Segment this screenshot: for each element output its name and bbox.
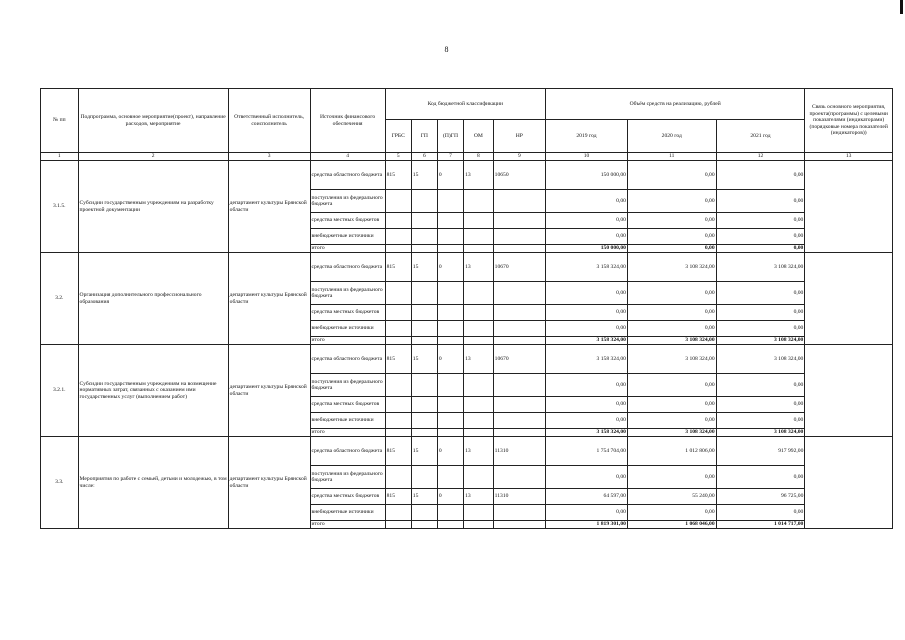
col-num: 10 bbox=[546, 153, 628, 161]
amount-2020: 0,00 bbox=[627, 305, 716, 321]
source-label: поступления из федерального бюджета bbox=[310, 466, 385, 489]
source-label: средства местных бюджетов bbox=[310, 397, 385, 413]
col-num: 1 bbox=[41, 153, 79, 161]
amount-2020: 0,00 bbox=[627, 282, 716, 305]
source-label: поступления из федерального бюджета bbox=[310, 282, 385, 305]
code-om: 13 bbox=[464, 253, 494, 282]
col-num: 13 bbox=[805, 153, 893, 161]
budget-table bbox=[40, 88, 893, 529]
total-2021: 1 014 717,00 bbox=[716, 521, 805, 529]
amount-2019: 0,00 bbox=[546, 397, 628, 413]
source-label: внебюджетные источники bbox=[310, 321, 385, 337]
code-gp: 15 bbox=[411, 161, 437, 190]
table-row bbox=[41, 161, 893, 190]
amount-2020: 0,00 bbox=[627, 213, 716, 229]
source-label: внебюджетные источники bbox=[310, 229, 385, 245]
code-np: 11310 bbox=[493, 437, 545, 466]
source-label: внебюджетные источники bbox=[310, 413, 385, 429]
source-label: итого bbox=[310, 429, 385, 437]
total-2021: 0,00 bbox=[716, 245, 805, 253]
amount-2019: 0,00 bbox=[546, 282, 628, 305]
col-num: 5 bbox=[385, 153, 411, 161]
amount-2021: 3 108 324,00 bbox=[716, 253, 805, 282]
item-link bbox=[805, 437, 893, 529]
source-label: итого bbox=[310, 521, 385, 529]
item-name: Организация дополнительного профессионального образования bbox=[78, 253, 228, 345]
amount-2019: 1 754 704,00 bbox=[546, 437, 628, 466]
amount-2020: 0,00 bbox=[627, 229, 716, 245]
amount-2021: 0,00 bbox=[716, 505, 805, 521]
table-row bbox=[41, 253, 893, 282]
code-pgp: 0 bbox=[437, 437, 463, 466]
code-pgp: 0 bbox=[437, 489, 463, 505]
col-num: 6 bbox=[411, 153, 437, 161]
item-executor: департамент культуры Брянской области bbox=[228, 253, 310, 345]
header-gp: ГП bbox=[411, 120, 437, 153]
amount-2019: 0,00 bbox=[546, 321, 628, 337]
amount-2020: 0,00 bbox=[627, 505, 716, 521]
code-om: 13 bbox=[464, 489, 494, 505]
amount-2021: 96 725,00 bbox=[716, 489, 805, 505]
item-number: 3.2. bbox=[41, 253, 79, 345]
item-number: 3.1.5. bbox=[41, 161, 79, 253]
header-grbs: ГРБС bbox=[385, 120, 411, 153]
header-volume-group: Объём средств на реализацию, рублей bbox=[546, 89, 805, 120]
amount-2019: 0,00 bbox=[546, 213, 628, 229]
total-2020: 3 108 324,00 bbox=[627, 337, 716, 345]
item-name: Мероприятия по работе с семьей, детьми и молодежью, в том числе: bbox=[78, 437, 228, 529]
amount-2021: 0,00 bbox=[716, 282, 805, 305]
total-2020: 1 068 046,00 bbox=[627, 521, 716, 529]
total-2020: 0,00 bbox=[627, 245, 716, 253]
amount-2019: 150 000,00 bbox=[546, 161, 628, 190]
amount-2021: 0,00 bbox=[716, 413, 805, 429]
column-number-row bbox=[41, 153, 893, 161]
source-label: средства местных бюджетов bbox=[310, 489, 385, 505]
code-grbs: 815 bbox=[385, 437, 411, 466]
amount-2019: 0,00 bbox=[546, 374, 628, 397]
page-number: 8 bbox=[444, 45, 449, 54]
amount-2021: 0,00 bbox=[716, 466, 805, 489]
code-gp: 15 bbox=[411, 253, 437, 282]
amount-2019: 0,00 bbox=[546, 413, 628, 429]
header-np: НР bbox=[493, 120, 545, 153]
code-pgp: 0 bbox=[437, 345, 463, 374]
header-pgp: (П)ГП bbox=[437, 120, 463, 153]
item-executor: департамент культуры Брянской области bbox=[228, 437, 310, 529]
header-om: ОМ bbox=[464, 120, 494, 153]
col-num: 12 bbox=[716, 153, 805, 161]
col-num: 9 bbox=[493, 153, 545, 161]
amount-2021: 3 108 324,00 bbox=[716, 345, 805, 374]
col-num: 3 bbox=[228, 153, 310, 161]
item-name: Субсидии государственным учреждениям на возмещение нормативных затрат, связанных с оказанием ими государственных услуг (выполнением работ) bbox=[78, 345, 228, 437]
amount-2021: 0,00 bbox=[716, 190, 805, 213]
header-no: № пп bbox=[41, 89, 79, 153]
code-gp: 15 bbox=[411, 345, 437, 374]
item-link bbox=[805, 345, 893, 437]
table-row bbox=[41, 437, 893, 466]
amount-2019: 3 158 324,00 bbox=[546, 253, 628, 282]
source-label: итого bbox=[310, 337, 385, 345]
header-2019: 2019 год bbox=[546, 120, 628, 153]
col-num: 4 bbox=[310, 153, 385, 161]
code-om: 13 bbox=[464, 161, 494, 190]
amount-2021: 0,00 bbox=[716, 321, 805, 337]
amount-2021: 0,00 bbox=[716, 213, 805, 229]
item-number: 3.3. bbox=[41, 437, 79, 529]
amount-2019: 0,00 bbox=[546, 305, 628, 321]
amount-2020: 0,00 bbox=[627, 374, 716, 397]
source-label: средства областного бюджета bbox=[310, 345, 385, 374]
header-code-group: Код бюджетной классификации bbox=[385, 89, 545, 120]
amount-2021: 0,00 bbox=[716, 305, 805, 321]
amount-2021: 0,00 bbox=[716, 161, 805, 190]
total-2021: 3 108 324,00 bbox=[716, 429, 805, 437]
header-row bbox=[41, 89, 893, 120]
total-2020: 3 108 324,00 bbox=[627, 429, 716, 437]
code-grbs: 815 bbox=[385, 345, 411, 374]
amount-2019: 64 597,00 bbox=[546, 489, 628, 505]
amount-2020: 0,00 bbox=[627, 397, 716, 413]
source-label: средства областного бюджета bbox=[310, 253, 385, 282]
total-2019: 3 158 324,00 bbox=[546, 337, 628, 345]
amount-2021: 0,00 bbox=[716, 397, 805, 413]
item-link bbox=[805, 161, 893, 253]
amount-2021: 0,00 bbox=[716, 229, 805, 245]
total-2019: 150 000,00 bbox=[546, 245, 628, 253]
amount-2020: 0,00 bbox=[627, 413, 716, 429]
total-2019: 1 819 301,00 bbox=[546, 521, 628, 529]
amount-2019: 0,00 bbox=[546, 466, 628, 489]
code-grbs: 815 bbox=[385, 161, 411, 190]
source-label: внебюджетные источники bbox=[310, 505, 385, 521]
item-executor: департамент культуры Брянской области bbox=[228, 161, 310, 253]
code-gp: 15 bbox=[411, 489, 437, 505]
amount-2020: 0,00 bbox=[627, 466, 716, 489]
source-label: средства областного бюджета bbox=[310, 161, 385, 190]
amount-2020: 0,00 bbox=[627, 161, 716, 190]
col-num: 11 bbox=[627, 153, 716, 161]
col-num: 7 bbox=[437, 153, 463, 161]
header-program: Подпрограмма, основное мероприятие(проект), направление расходов, мероприятие bbox=[78, 89, 228, 153]
amount-2021: 917 992,00 bbox=[716, 437, 805, 466]
code-np: 11310 bbox=[493, 489, 545, 505]
amount-2019: 3 158 324,00 bbox=[546, 345, 628, 374]
item-executor: департамент культуры Брянской области bbox=[228, 345, 310, 437]
code-np: 10650 bbox=[493, 161, 545, 190]
source-label: средства областного бюджета bbox=[310, 437, 385, 466]
item-name: Субсидии государственным учреждениям на разработку проектной документации bbox=[78, 161, 228, 253]
code-om: 13 bbox=[464, 437, 494, 466]
code-pgp: 0 bbox=[437, 253, 463, 282]
code-grbs: 815 bbox=[385, 253, 411, 282]
amount-2019: 0,00 bbox=[546, 190, 628, 213]
scan-edge-mark bbox=[900, 0, 903, 14]
code-om: 13 bbox=[464, 345, 494, 374]
amount-2021: 0,00 bbox=[716, 374, 805, 397]
amount-2020: 1 012 806,00 bbox=[627, 437, 716, 466]
amount-2020: 3 108 324,00 bbox=[627, 345, 716, 374]
header-2021: 2021 год bbox=[716, 120, 805, 153]
amount-2020: 0,00 bbox=[627, 190, 716, 213]
amount-2020: 55 240,00 bbox=[627, 489, 716, 505]
amount-2020: 0,00 bbox=[627, 321, 716, 337]
amount-2019: 0,00 bbox=[546, 229, 628, 245]
source-label: средства местных бюджетов bbox=[310, 305, 385, 321]
col-num: 8 bbox=[464, 153, 494, 161]
table-row bbox=[41, 345, 893, 374]
header-executor: Ответственный исполнитель, соисполнитель bbox=[228, 89, 310, 153]
code-np: 10670 bbox=[493, 345, 545, 374]
item-link bbox=[805, 253, 893, 345]
col-num: 2 bbox=[78, 153, 228, 161]
source-label: поступления из федерального бюджета bbox=[310, 374, 385, 397]
code-grbs: 815 bbox=[385, 489, 411, 505]
item-number: 3.2.1. bbox=[41, 345, 79, 437]
source-label: поступления из федерального бюджета bbox=[310, 190, 385, 213]
source-label: итого bbox=[310, 245, 385, 253]
code-pgp: 0 bbox=[437, 161, 463, 190]
header-link: Связь основного мероприятия, проекта(программы) с целевыми показателями (индикаторами) (порядковые номера показателей (индикаторов)) bbox=[805, 89, 893, 153]
amount-2020: 3 108 324,00 bbox=[627, 253, 716, 282]
code-gp: 15 bbox=[411, 437, 437, 466]
source-label: средства местных бюджетов bbox=[310, 213, 385, 229]
total-2021: 3 108 324,00 bbox=[716, 337, 805, 345]
header-2020: 2020 год bbox=[627, 120, 716, 153]
amount-2019: 0,00 bbox=[546, 505, 628, 521]
total-2019: 3 158 324,00 bbox=[546, 429, 628, 437]
header-source: Источник финансового обеспечения bbox=[310, 89, 385, 153]
code-np: 10670 bbox=[493, 253, 545, 282]
